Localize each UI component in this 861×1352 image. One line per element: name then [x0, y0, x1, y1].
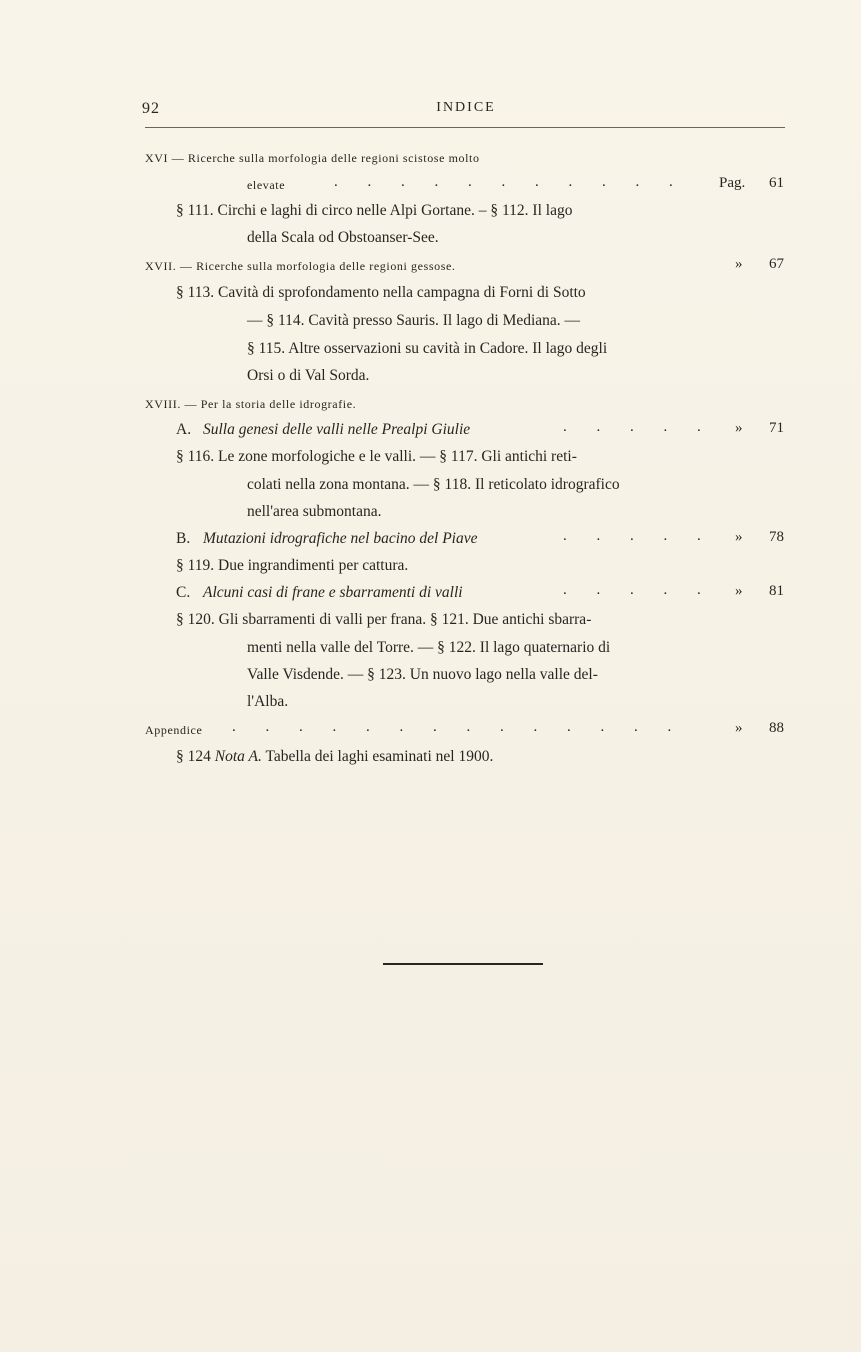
toc-entry: § 115. Altre osservazioni su cavità in Cadore. Il lago degli — [247, 340, 608, 357]
section-title: Mutazioni idrografiche nel bacino del Piave — [203, 530, 478, 547]
page-ref: 78 — [769, 529, 784, 545]
toc-entry-number: § 124 — [176, 748, 211, 765]
page-number: 92 — [142, 100, 160, 117]
ditto-mark: » — [735, 420, 743, 436]
toc-entry: nell'area submontana. — [247, 503, 382, 520]
section-label: A. — [176, 421, 192, 438]
toc-entry: Orsi o di Val Sorda. — [247, 367, 370, 384]
toc-entry: della Scala od Obstoanser-See. — [247, 229, 439, 246]
page-ref: 71 — [769, 420, 784, 436]
toc-entry: Valle Visdende. — § 123. Un nuovo lago nella valle del- — [247, 666, 598, 683]
toc-entry — [176, 747, 493, 767]
toc-xvii-title: XVII. — Ricerche sulla morfologia delle regioni gessose. — [145, 259, 456, 273]
toc-entry: § 116. Le zone morfologiche e le valli. — § 117. Gli antichi reti- — [176, 448, 577, 465]
header-rule — [145, 127, 785, 128]
toc-entry-italic: Nota A. — [214, 748, 262, 765]
page-ref: 81 — [769, 583, 784, 599]
page-header — [142, 100, 790, 122]
page-ref: 67 — [769, 256, 784, 272]
toc-entry-text: Tabella dei laghi esaminati nel 1900. — [265, 748, 494, 765]
leader-dots: . . . . . . . . . . . — [334, 174, 686, 190]
leader-dots: . . . . . . . . . . . . . . — [232, 719, 685, 735]
toc-xvi-title: XVI — Ricerche sulla morfologia delle regioni scistose molto — [145, 151, 480, 165]
end-rule — [383, 963, 543, 965]
toc-xviii-title: XVIII. — Per la storia delle idrografie. — [145, 397, 357, 411]
toc-xvi-title-cont: elevate — [247, 178, 286, 192]
leader-dots: . . . . . — [563, 582, 714, 598]
section-label: C. — [176, 584, 191, 601]
toc-entry: colati nella zona montana. — § 118. Il reticolato idrografico — [247, 476, 620, 493]
toc-entry: l'Alba. — [247, 693, 289, 710]
leader-dots: . . . . . — [563, 528, 714, 544]
toc-entry: § 120. Gli sbarramenti di valli per frana. § 121. Due antichi sbarra- — [176, 611, 592, 628]
toc-entry: menti nella valle del Torre. — § 122. Il lago quaternario di — [247, 639, 611, 656]
section-label: B. — [176, 530, 191, 547]
toc-entry: § 119. Due ingrandimenti per cattura. — [176, 557, 409, 574]
toc-appendix-title: Appendice — [145, 723, 203, 737]
ditto-mark: » — [735, 720, 743, 736]
toc-entry: § 113. Cavità di sprofondamento nella campagna di Forni di Sotto — [176, 284, 586, 301]
toc-entry: § 111. Circhi e laghi di circo nelle Alpi Gortane. – § 112. Il lago — [176, 202, 573, 219]
page-prefix: Pag. — [719, 175, 746, 191]
running-title: INDICE — [436, 100, 496, 115]
section-title: Alcuni casi di frane e sbarramenti di valli — [203, 584, 463, 601]
ditto-mark: » — [735, 256, 743, 272]
section-title: Sulla genesi delle valli nelle Prealpi Giulie — [203, 421, 471, 438]
page-ref: 88 — [769, 720, 784, 736]
page-ref: 61 — [769, 175, 784, 191]
toc-entry: — § 114. Cavità presso Sauris. Il lago di Mediana. — — [247, 312, 581, 329]
leader-dots: . . . . . — [563, 419, 714, 435]
ditto-mark: » — [735, 583, 743, 599]
ditto-mark: » — [735, 529, 743, 545]
